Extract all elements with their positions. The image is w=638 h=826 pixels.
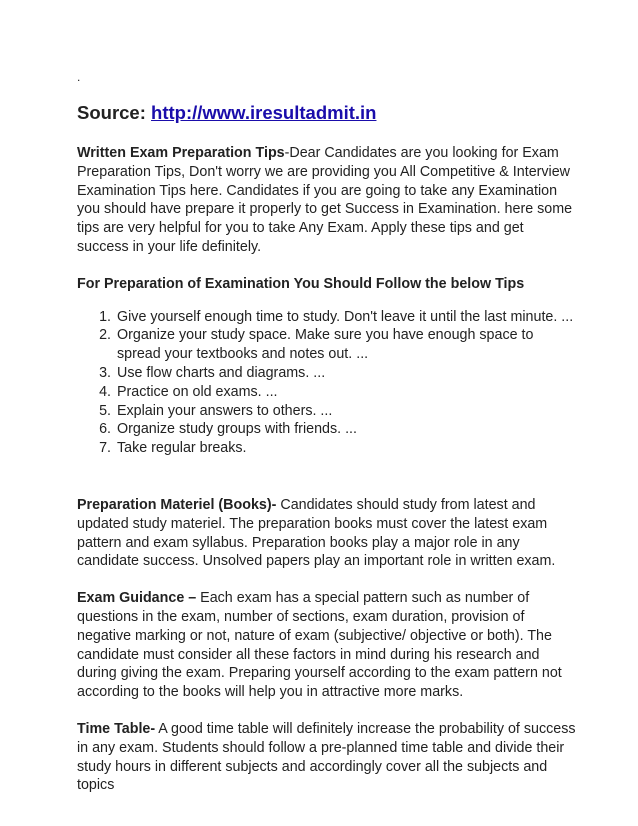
list-item: 1. Give yourself enough time to study. Don't leave it until the last minute. ... [115,308,577,327]
intro-paragraph [77,144,577,257]
document-page [77,70,577,813]
tips-list [77,308,577,458]
source-link[interactable]: http://www.iresultadmit.in [151,102,377,123]
materiel-heading: Preparation Materiel (Books)- [77,496,277,513]
timetable-paragraph [77,720,577,795]
intro-heading: Written Exam Preparation Tips [77,145,285,161]
timetable-heading: Time Table- [77,720,156,737]
guidance-text: Each exam has a special pattern such as number of questions in the exam, number of sections, exam duration, provision of negative marking or not, nature of exam (subjective/ objective or both). The candidate must consider all these factors in mind during his research and during giving the exam. Preparing yourself according to the exam pattern not according to the books will help you in attractive more marks. [77,590,562,701]
materiel-text: Candidates should study from latest and updated study materiel. The preparation books must cover the latest exam pattern and exam syllabus. Preparation books play a major role in any candidate success. Unsolved papers play an important role in written exam. [77,496,556,570]
intro-text: -Dear Candidates are you looking for Exam Preparation Tips, Don't worry we are providing you All Competitive & Interview Examination Tips here. Candidates if you are going to take any Examination you should have prepare it properly to get Success in Examination. here some tips are very helpful for you to take Any Exam. Apply these tips and get success in your life definitely. [77,145,573,255]
list-item: 5. Explain your answers to others. ... [115,402,577,421]
guidance-heading: Exam Guidance – [77,590,197,607]
list-item: 3. Use flow charts and diagrams. ... [115,364,577,383]
source-line [77,102,577,124]
materiel-paragraph [77,496,577,571]
tips-heading: For Preparation of Examination You Should Follow the below Tips [77,275,525,292]
list-item: 4. Practice on old exams. ... [115,383,577,402]
timetable-text: A good time table will definitely increase the probability of success in any exam. Students should follow a pre-planned time table and divide their study hours in different subjects and accordingly cover all the subjects and topics [77,720,576,794]
leading-dot: . [77,70,81,84]
source-label: Source: [77,102,146,123]
list-item: 7. Take regular breaks. [115,439,577,458]
guidance-paragraph [77,589,577,702]
list-item: 6. Organize study groups with friends. ... [115,420,577,439]
list-item: 2. Organize your study space. Make sure you have enough space to spread your textbooks and notes out. ... [115,326,577,364]
